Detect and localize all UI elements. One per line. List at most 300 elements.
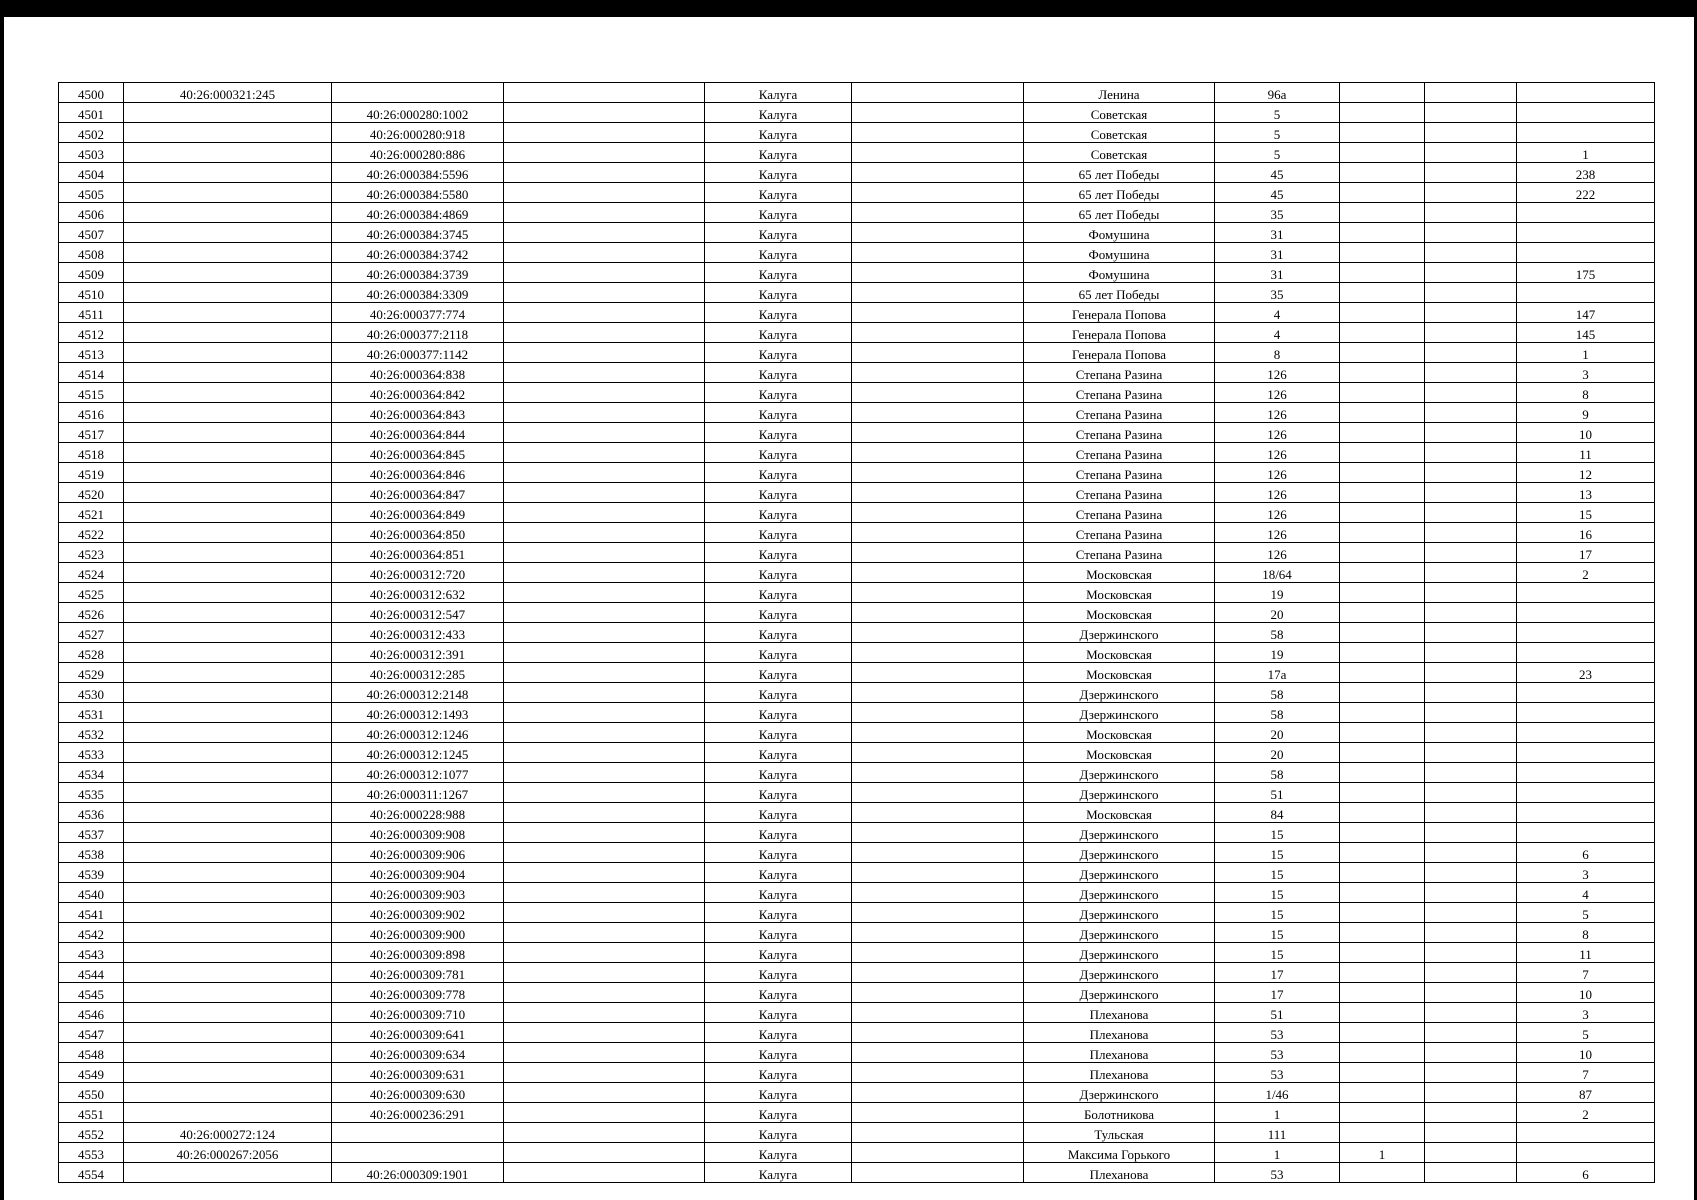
cell-column-10 bbox=[1425, 183, 1517, 203]
cell-apartment-number: 12 bbox=[1517, 463, 1655, 483]
cell-cadastral-number-object: 40:26:000364:842 bbox=[332, 383, 504, 403]
scan-top-border bbox=[0, 0, 1697, 17]
cell-column-10 bbox=[1425, 823, 1517, 843]
cell-city: Калуга bbox=[705, 243, 852, 263]
cell-column-4 bbox=[504, 543, 705, 563]
cell-building bbox=[1340, 763, 1425, 783]
cell-column-6 bbox=[852, 223, 1024, 243]
cell-city: Калуга bbox=[705, 963, 852, 983]
cell-row-number: 4504 bbox=[59, 163, 124, 183]
cell-house-number: 31 bbox=[1215, 223, 1340, 243]
cell-row-number: 4542 bbox=[59, 923, 124, 943]
cell-cadastral-number-object: 40:26:000309:904 bbox=[332, 863, 504, 883]
cell-city: Калуга bbox=[705, 563, 852, 583]
cell-city: Калуга bbox=[705, 223, 852, 243]
cell-column-10 bbox=[1425, 383, 1517, 403]
cell-house-number: 126 bbox=[1215, 443, 1340, 463]
cell-column-10 bbox=[1425, 903, 1517, 923]
cell-building bbox=[1340, 443, 1425, 463]
table-row bbox=[59, 363, 1655, 383]
cell-row-number: 4513 bbox=[59, 343, 124, 363]
cell-cadastral-number-land bbox=[124, 483, 332, 503]
table-row bbox=[59, 243, 1655, 263]
cell-street: Дзержинского bbox=[1024, 883, 1215, 903]
cell-column-10 bbox=[1425, 883, 1517, 903]
cell-street: Генерала Попова bbox=[1024, 323, 1215, 343]
cell-city: Калуга bbox=[705, 303, 852, 323]
cell-row-number: 4536 bbox=[59, 803, 124, 823]
cell-column-6 bbox=[852, 1023, 1024, 1043]
cell-street: 65 лет Победы bbox=[1024, 183, 1215, 203]
cell-cadastral-number-object: 40:26:000309:1901 bbox=[332, 1163, 504, 1183]
cell-column-10 bbox=[1425, 503, 1517, 523]
cell-apartment-number bbox=[1517, 103, 1655, 123]
cell-cadastral-number-object: 40:26:000228:988 bbox=[332, 803, 504, 823]
cell-house-number: 15 bbox=[1215, 863, 1340, 883]
cell-column-10 bbox=[1425, 483, 1517, 503]
cell-cadastral-number-object: 40:26:000309:778 bbox=[332, 983, 504, 1003]
cell-house-number: 126 bbox=[1215, 403, 1340, 423]
scan-left-border bbox=[0, 0, 4, 1200]
cell-column-4 bbox=[504, 163, 705, 183]
cell-street: Болотникова bbox=[1024, 1103, 1215, 1123]
cell-cadastral-number-land bbox=[124, 263, 332, 283]
cell-street: Фомушина bbox=[1024, 243, 1215, 263]
cell-apartment-number: 11 bbox=[1517, 443, 1655, 463]
cell-street: Московская bbox=[1024, 723, 1215, 743]
cell-building bbox=[1340, 303, 1425, 323]
cell-column-10 bbox=[1425, 603, 1517, 623]
cell-cadastral-number-object: 40:26:000309:902 bbox=[332, 903, 504, 923]
table-row bbox=[59, 303, 1655, 323]
cell-column-10 bbox=[1425, 1023, 1517, 1043]
cell-street: Дзержинского bbox=[1024, 923, 1215, 943]
cell-apartment-number: 9 bbox=[1517, 403, 1655, 423]
cell-column-6 bbox=[852, 963, 1024, 983]
cell-street: Генерала Попова bbox=[1024, 303, 1215, 323]
cell-house-number: 5 bbox=[1215, 103, 1340, 123]
cell-building bbox=[1340, 1043, 1425, 1063]
cell-column-4 bbox=[504, 783, 705, 803]
cell-house-number: 17а bbox=[1215, 663, 1340, 683]
cell-building bbox=[1340, 163, 1425, 183]
cell-city: Калуга bbox=[705, 83, 852, 103]
cell-column-6 bbox=[852, 1043, 1024, 1063]
cell-city: Калуга bbox=[705, 143, 852, 163]
cell-cadastral-number-land bbox=[124, 183, 332, 203]
cell-column-6 bbox=[852, 883, 1024, 903]
cell-column-6 bbox=[852, 843, 1024, 863]
cell-apartment-number bbox=[1517, 123, 1655, 143]
cell-row-number: 4547 bbox=[59, 1023, 124, 1043]
cell-house-number: 58 bbox=[1215, 683, 1340, 703]
cell-apartment-number: 5 bbox=[1517, 1023, 1655, 1043]
cell-column-10 bbox=[1425, 683, 1517, 703]
cell-street: Дзержинского bbox=[1024, 843, 1215, 863]
cell-row-number: 4503 bbox=[59, 143, 124, 163]
cell-building bbox=[1340, 1023, 1425, 1043]
cell-column-4 bbox=[504, 1023, 705, 1043]
cell-city: Калуга bbox=[705, 583, 852, 603]
cell-column-4 bbox=[504, 463, 705, 483]
cell-city: Калуга bbox=[705, 723, 852, 743]
cell-column-6 bbox=[852, 1003, 1024, 1023]
table-row bbox=[59, 623, 1655, 643]
cell-cadastral-number-land bbox=[124, 323, 332, 343]
cell-apartment-number bbox=[1517, 623, 1655, 643]
table-row bbox=[59, 1163, 1655, 1183]
cell-column-10 bbox=[1425, 1163, 1517, 1183]
cell-apartment-number bbox=[1517, 223, 1655, 243]
cell-street: Степана Разина bbox=[1024, 363, 1215, 383]
cell-apartment-number: 3 bbox=[1517, 1003, 1655, 1023]
cell-street: Степана Разина bbox=[1024, 443, 1215, 463]
cell-cadastral-number-object: 40:26:000309:900 bbox=[332, 923, 504, 943]
cell-city: Калуга bbox=[705, 983, 852, 1003]
cell-column-6 bbox=[852, 903, 1024, 923]
table-row bbox=[59, 503, 1655, 523]
cell-row-number: 4535 bbox=[59, 783, 124, 803]
cell-apartment-number: 13 bbox=[1517, 483, 1655, 503]
cell-city: Калуга bbox=[705, 763, 852, 783]
cell-cadastral-number-land bbox=[124, 983, 332, 1003]
cell-row-number: 4500 bbox=[59, 83, 124, 103]
cell-city: Калуга bbox=[705, 403, 852, 423]
table-row bbox=[59, 383, 1655, 403]
cell-column-6 bbox=[852, 463, 1024, 483]
cell-house-number: 1 bbox=[1215, 1143, 1340, 1163]
cell-cadastral-number-object: 40:26:000364:845 bbox=[332, 443, 504, 463]
cell-street: Степана Разина bbox=[1024, 543, 1215, 563]
table-row bbox=[59, 263, 1655, 283]
cell-apartment-number: 7 bbox=[1517, 1063, 1655, 1083]
cell-building bbox=[1340, 583, 1425, 603]
cell-column-4 bbox=[504, 383, 705, 403]
cell-building bbox=[1340, 363, 1425, 383]
cell-column-4 bbox=[504, 103, 705, 123]
cell-cadastral-number-object: 40:26:000377:2118 bbox=[332, 323, 504, 343]
cell-city: Калуга bbox=[705, 803, 852, 823]
cell-building bbox=[1340, 183, 1425, 203]
cell-row-number: 4508 bbox=[59, 243, 124, 263]
cell-row-number: 4531 bbox=[59, 703, 124, 723]
cell-apartment-number: 4 bbox=[1517, 883, 1655, 903]
cell-cadastral-number-object: 40:26:000312:433 bbox=[332, 623, 504, 643]
cell-apartment-number bbox=[1517, 783, 1655, 803]
cell-city: Калуга bbox=[705, 383, 852, 403]
cell-cadastral-number-land bbox=[124, 503, 332, 523]
cell-row-number: 4541 bbox=[59, 903, 124, 923]
cell-cadastral-number-land bbox=[124, 343, 332, 363]
cell-city: Калуга bbox=[705, 883, 852, 903]
table-row bbox=[59, 843, 1655, 863]
cell-building bbox=[1340, 343, 1425, 363]
cell-city: Калуга bbox=[705, 663, 852, 683]
cell-column-10 bbox=[1425, 163, 1517, 183]
cell-row-number: 4510 bbox=[59, 283, 124, 303]
cell-cadastral-number-land bbox=[124, 963, 332, 983]
cell-cadastral-number-land bbox=[124, 803, 332, 823]
table-row bbox=[59, 83, 1655, 103]
cell-cadastral-number-object: 40:26:000364:844 bbox=[332, 423, 504, 443]
cell-column-6 bbox=[852, 143, 1024, 163]
cell-house-number: 53 bbox=[1215, 1063, 1340, 1083]
cell-column-10 bbox=[1425, 1003, 1517, 1023]
cell-column-10 bbox=[1425, 443, 1517, 463]
cell-cadastral-number-object: 40:26:000364:847 bbox=[332, 483, 504, 503]
cell-cadastral-number-object: 40:26:000309:781 bbox=[332, 963, 504, 983]
cell-column-6 bbox=[852, 423, 1024, 443]
cell-column-10 bbox=[1425, 143, 1517, 163]
cell-city: Калуга bbox=[705, 463, 852, 483]
cell-column-6 bbox=[852, 263, 1024, 283]
cell-cadastral-number-land: 40:26:000272:124 bbox=[124, 1123, 332, 1143]
cell-column-4 bbox=[504, 123, 705, 143]
cell-street: Плеханова bbox=[1024, 1023, 1215, 1043]
cell-row-number: 4512 bbox=[59, 323, 124, 343]
cell-house-number: 4 bbox=[1215, 303, 1340, 323]
cell-street: Московская bbox=[1024, 583, 1215, 603]
cell-city: Калуга bbox=[705, 943, 852, 963]
cell-house-number: 31 bbox=[1215, 243, 1340, 263]
cell-cadastral-number-land bbox=[124, 1043, 332, 1063]
cell-column-6 bbox=[852, 1063, 1024, 1083]
table-row bbox=[59, 143, 1655, 163]
cell-column-6 bbox=[852, 703, 1024, 723]
cell-city: Калуга bbox=[705, 683, 852, 703]
cell-cadastral-number-land bbox=[124, 203, 332, 223]
cell-column-4 bbox=[504, 1003, 705, 1023]
cell-row-number: 4537 bbox=[59, 823, 124, 843]
cell-cadastral-number-land bbox=[124, 903, 332, 923]
cell-building bbox=[1340, 1123, 1425, 1143]
cell-cadastral-number-land bbox=[124, 763, 332, 783]
cell-cadastral-number-object: 40:26:000384:5580 bbox=[332, 183, 504, 203]
cell-column-4 bbox=[504, 203, 705, 223]
cell-column-4 bbox=[504, 1163, 705, 1183]
cell-cadastral-number-object: 40:26:000309:908 bbox=[332, 823, 504, 843]
cell-apartment-number: 16 bbox=[1517, 523, 1655, 543]
cell-street: Фомушина bbox=[1024, 223, 1215, 243]
cell-column-6 bbox=[852, 343, 1024, 363]
cell-column-6 bbox=[852, 1103, 1024, 1123]
cell-cadastral-number-land bbox=[124, 923, 332, 943]
cell-street: Степана Разина bbox=[1024, 463, 1215, 483]
cell-building bbox=[1340, 843, 1425, 863]
cell-apartment-number: 8 bbox=[1517, 383, 1655, 403]
cell-house-number: 15 bbox=[1215, 823, 1340, 843]
cell-apartment-number bbox=[1517, 83, 1655, 103]
cell-house-number: 1 bbox=[1215, 1103, 1340, 1123]
cell-apartment-number bbox=[1517, 1123, 1655, 1143]
cell-apartment-number: 222 bbox=[1517, 183, 1655, 203]
cell-building bbox=[1340, 463, 1425, 483]
cell-column-6 bbox=[852, 763, 1024, 783]
cell-row-number: 4554 bbox=[59, 1163, 124, 1183]
cell-cadastral-number-object: 40:26:000312:1077 bbox=[332, 763, 504, 783]
register-table bbox=[58, 82, 1655, 1183]
cell-column-6 bbox=[852, 203, 1024, 223]
cell-column-10 bbox=[1425, 243, 1517, 263]
cell-apartment-number bbox=[1517, 703, 1655, 723]
cell-column-6 bbox=[852, 443, 1024, 463]
cell-row-number: 4552 bbox=[59, 1123, 124, 1143]
table-row bbox=[59, 643, 1655, 663]
cell-cadastral-number-object: 40:26:000364:850 bbox=[332, 523, 504, 543]
cell-cadastral-number-land bbox=[124, 883, 332, 903]
cell-apartment-number bbox=[1517, 723, 1655, 743]
cell-cadastral-number-object: 40:26:000364:843 bbox=[332, 403, 504, 423]
cell-house-number: 126 bbox=[1215, 423, 1340, 443]
cell-column-4 bbox=[504, 423, 705, 443]
cell-house-number: 15 bbox=[1215, 883, 1340, 903]
cell-column-6 bbox=[852, 1123, 1024, 1143]
cell-building bbox=[1340, 423, 1425, 443]
table-row bbox=[59, 283, 1655, 303]
table-row bbox=[59, 1123, 1655, 1143]
cell-row-number: 4529 bbox=[59, 663, 124, 683]
cell-building bbox=[1340, 963, 1425, 983]
cell-house-number: 53 bbox=[1215, 1023, 1340, 1043]
cell-column-10 bbox=[1425, 943, 1517, 963]
cell-house-number: 45 bbox=[1215, 163, 1340, 183]
cell-cadastral-number-object: 40:26:000312:1245 bbox=[332, 743, 504, 763]
cell-column-4 bbox=[504, 283, 705, 303]
cell-house-number: 20 bbox=[1215, 723, 1340, 743]
cell-house-number: 15 bbox=[1215, 923, 1340, 943]
cell-street: Московская bbox=[1024, 643, 1215, 663]
cell-street: Советская bbox=[1024, 123, 1215, 143]
cell-city: Калуга bbox=[705, 103, 852, 123]
cell-building bbox=[1340, 883, 1425, 903]
cell-city: Калуга bbox=[705, 703, 852, 723]
cell-apartment-number: 15 bbox=[1517, 503, 1655, 523]
cell-city: Калуга bbox=[705, 843, 852, 863]
cell-column-6 bbox=[852, 323, 1024, 343]
cell-cadastral-number-land bbox=[124, 463, 332, 483]
table-row bbox=[59, 863, 1655, 883]
cell-building bbox=[1340, 523, 1425, 543]
cell-cadastral-number-object: 40:26:000384:3745 bbox=[332, 223, 504, 243]
table-row bbox=[59, 1023, 1655, 1043]
cell-apartment-number bbox=[1517, 283, 1655, 303]
cell-column-6 bbox=[852, 383, 1024, 403]
cell-column-6 bbox=[852, 783, 1024, 803]
cell-house-number: 17 bbox=[1215, 983, 1340, 1003]
cell-column-10 bbox=[1425, 783, 1517, 803]
cell-house-number: 126 bbox=[1215, 523, 1340, 543]
cell-cadastral-number-land bbox=[124, 583, 332, 603]
cell-building bbox=[1340, 923, 1425, 943]
cell-cadastral-number-object: 40:26:000364:851 bbox=[332, 543, 504, 563]
cell-cadastral-number-object: 40:26:000377:774 bbox=[332, 303, 504, 323]
cell-cadastral-number-object: 40:26:000364:849 bbox=[332, 503, 504, 523]
document-page bbox=[58, 82, 1655, 1183]
cell-cadastral-number-land bbox=[124, 663, 332, 683]
table-row bbox=[59, 223, 1655, 243]
cell-column-6 bbox=[852, 403, 1024, 423]
cell-cadastral-number-land bbox=[124, 223, 332, 243]
cell-cadastral-number-object: 40:26:000280:886 bbox=[332, 143, 504, 163]
cell-apartment-number: 3 bbox=[1517, 863, 1655, 883]
cell-cadastral-number-land bbox=[124, 823, 332, 843]
cell-column-10 bbox=[1425, 343, 1517, 363]
cell-house-number: 58 bbox=[1215, 623, 1340, 643]
cell-column-4 bbox=[504, 223, 705, 243]
cell-house-number: 96а bbox=[1215, 83, 1340, 103]
cell-street: Плеханова bbox=[1024, 1003, 1215, 1023]
cell-apartment-number: 6 bbox=[1517, 1163, 1655, 1183]
cell-street: Дзержинского bbox=[1024, 903, 1215, 923]
cell-house-number: 53 bbox=[1215, 1043, 1340, 1063]
cell-column-6 bbox=[852, 1143, 1024, 1163]
cell-cadastral-number-land bbox=[124, 723, 332, 743]
cell-column-10 bbox=[1425, 703, 1517, 723]
cell-column-4 bbox=[504, 943, 705, 963]
cell-building bbox=[1340, 743, 1425, 763]
cell-row-number: 4550 bbox=[59, 1083, 124, 1103]
cell-column-4 bbox=[504, 1063, 705, 1083]
cell-row-number: 4545 bbox=[59, 983, 124, 1003]
cell-apartment-number: 87 bbox=[1517, 1083, 1655, 1103]
cell-column-6 bbox=[852, 663, 1024, 683]
table-row bbox=[59, 483, 1655, 503]
cell-column-4 bbox=[504, 443, 705, 463]
cell-column-4 bbox=[504, 1103, 705, 1123]
cell-column-4 bbox=[504, 823, 705, 843]
cell-row-number: 4521 bbox=[59, 503, 124, 523]
cell-column-4 bbox=[504, 643, 705, 663]
cell-row-number: 4526 bbox=[59, 603, 124, 623]
cell-column-4 bbox=[504, 1043, 705, 1063]
cell-city: Калуга bbox=[705, 903, 852, 923]
cell-apartment-number: 5 bbox=[1517, 903, 1655, 923]
cell-street: Степана Разина bbox=[1024, 423, 1215, 443]
cell-row-number: 4502 bbox=[59, 123, 124, 143]
cell-column-4 bbox=[504, 703, 705, 723]
cell-column-10 bbox=[1425, 1123, 1517, 1143]
cell-column-4 bbox=[504, 523, 705, 543]
cell-street: Московская bbox=[1024, 743, 1215, 763]
cell-street: Генерала Попова bbox=[1024, 343, 1215, 363]
cell-cadastral-number-object: 40:26:000312:1493 bbox=[332, 703, 504, 723]
cell-city: Калуга bbox=[705, 523, 852, 543]
cell-column-10 bbox=[1425, 103, 1517, 123]
cell-row-number: 4540 bbox=[59, 883, 124, 903]
cell-column-4 bbox=[504, 563, 705, 583]
cell-cadastral-number-land bbox=[124, 1103, 332, 1123]
cell-house-number: 126 bbox=[1215, 483, 1340, 503]
cell-cadastral-number-land bbox=[124, 623, 332, 643]
cell-column-6 bbox=[852, 523, 1024, 543]
cell-apartment-number: 10 bbox=[1517, 983, 1655, 1003]
cell-column-10 bbox=[1425, 203, 1517, 223]
cell-city: Калуга bbox=[705, 343, 852, 363]
cell-cadastral-number-land bbox=[124, 1023, 332, 1043]
cell-house-number: 20 bbox=[1215, 743, 1340, 763]
table-row bbox=[59, 123, 1655, 143]
cell-column-4 bbox=[504, 983, 705, 1003]
cell-row-number: 4519 bbox=[59, 463, 124, 483]
cell-cadastral-number-object: 40:26:000236:291 bbox=[332, 1103, 504, 1123]
cell-city: Калуга bbox=[705, 923, 852, 943]
cell-column-6 bbox=[852, 623, 1024, 643]
cell-row-number: 4501 bbox=[59, 103, 124, 123]
cell-column-4 bbox=[504, 803, 705, 823]
cell-cadastral-number-land bbox=[124, 843, 332, 863]
cell-column-6 bbox=[852, 743, 1024, 763]
cell-house-number: 51 bbox=[1215, 1003, 1340, 1023]
